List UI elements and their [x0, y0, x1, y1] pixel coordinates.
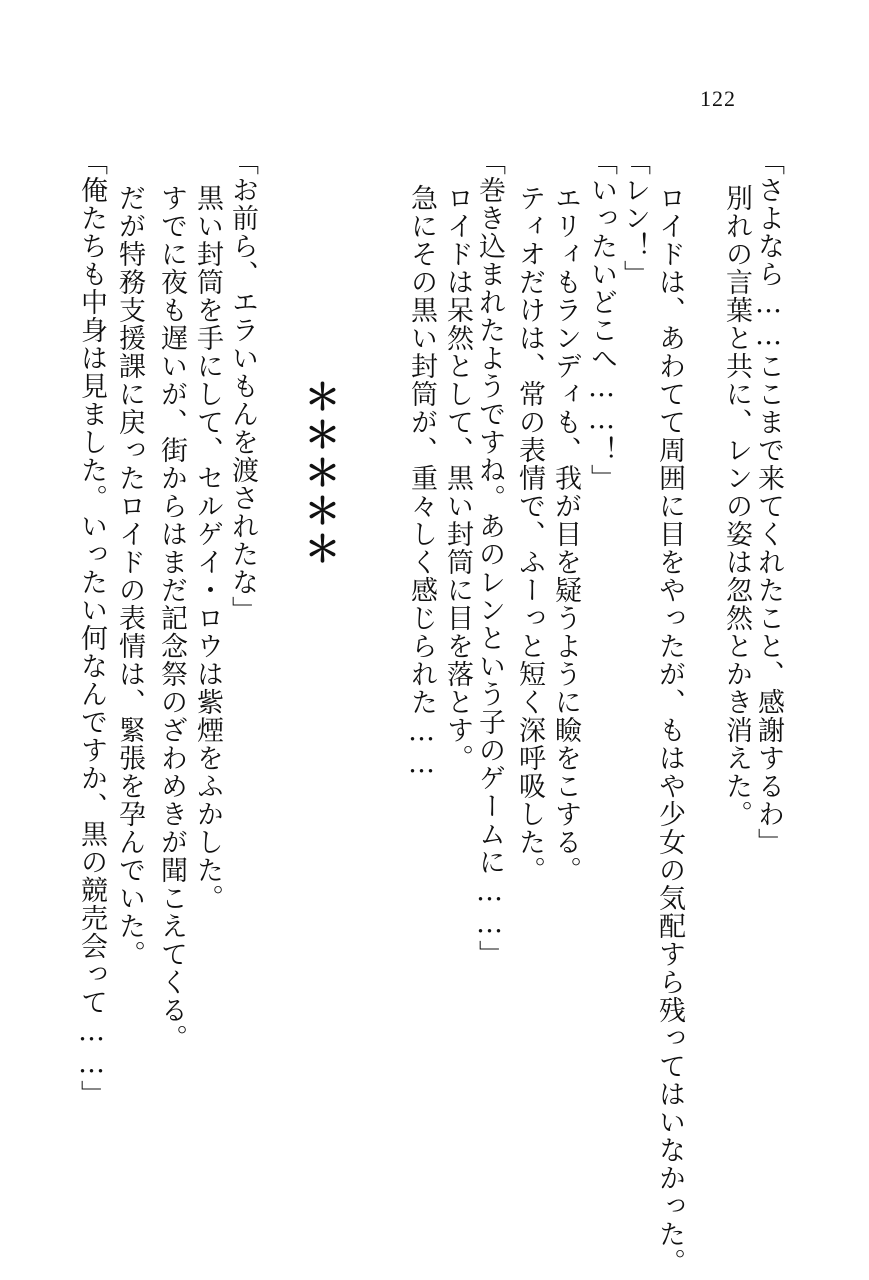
- text-line-7: ティオだけは、常の表情で、ふーっと短く深呼吸した。: [514, 184, 545, 884]
- text-line-8: 「巻き込まれたようですね。あのレンという子のゲームに……」: [474, 148, 505, 968]
- section-divider: ＊＊＊＊＊: [299, 378, 340, 568]
- text-line-9: ロイドは呆然として、黒い封筒に目を落とす。: [442, 184, 473, 772]
- text-line-6: エリィもランディも、我が目を疑うように瞼をこする。: [550, 184, 581, 884]
- text-line-14: だが特務支援課に戻ったロイドの表情は、緊張を孕んでいた。: [114, 184, 145, 968]
- text-line-12: 黒い封筒を手にして、セルゲイ・ロウは紫煙をふかした。: [192, 184, 223, 912]
- text-line-13: すでに夜も遅いが、街からはまだ記念祭のざわめきが聞こえてくる。: [156, 184, 187, 1052]
- page-number: 122: [700, 86, 736, 111]
- text-line-10: 急にその黒い封筒が、重々しく感じられた……: [406, 184, 437, 780]
- text-line-4: 「レン！」: [619, 148, 650, 288]
- text-line-1: 「さよなら……ここまで来てくれたこと、感謝するわ」: [753, 148, 784, 856]
- text-line-15: 「俺たちも中身は見ました。いったい何なんですか、黒の競売会って……」: [76, 148, 107, 1108]
- text-line-2: 別れの言葉と共に、レンの姿は忽然とかき消えた。: [721, 184, 752, 828]
- text-line-3: ロイドは、あわてて周囲に目をやったが、もはや少女の気配すら残ってはいなかった。: [654, 184, 685, 1276]
- text-line-11: 「お前ら、エラいもんを渡されたな」: [227, 148, 258, 624]
- text-line-5: 「いったいどこへ……！」: [586, 148, 617, 492]
